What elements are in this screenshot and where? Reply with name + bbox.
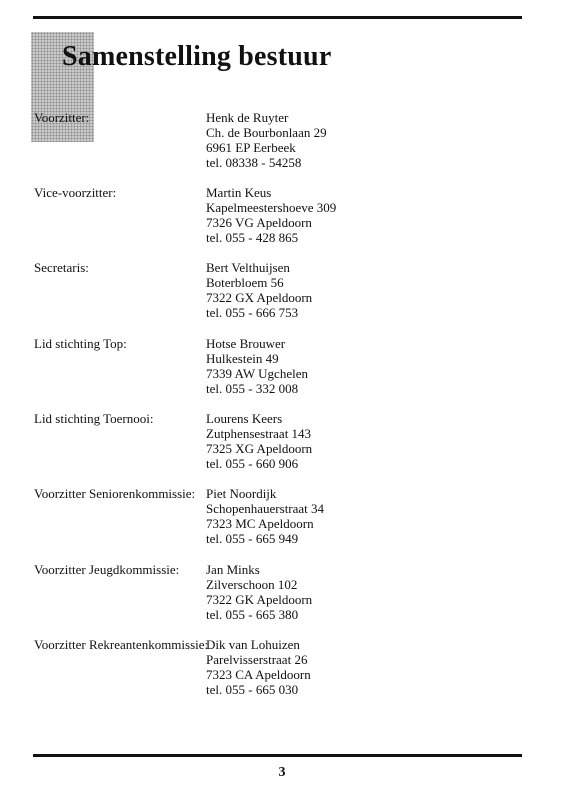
- member-phone: tel. 055 - 666 753: [206, 305, 299, 320]
- member-phone: tel. 055 - 428 865: [206, 230, 299, 245]
- member-name: Dik van Lohuizen: [206, 637, 300, 652]
- member-name: Henk de Ruyter: [206, 110, 289, 125]
- member-street: Hulkestein 49: [206, 351, 279, 366]
- contact-details: [206, 110, 327, 170]
- member-street: Parelvisserstraat 26: [206, 652, 308, 667]
- member-city: 7339 AW Ugchelen: [206, 366, 308, 381]
- member-city: 7325 XG Apeldoorn: [206, 441, 313, 456]
- member-city: 7323 MC Apeldoorn: [206, 516, 314, 531]
- member-street: Schopenhauerstraat 34: [206, 501, 325, 516]
- member-phone: tel. 055 - 665 030: [206, 682, 299, 697]
- member-name: Lourens Keers: [206, 411, 283, 426]
- contact-details: [206, 260, 312, 320]
- bottom-rule: [33, 754, 522, 757]
- contact-details: [206, 562, 312, 622]
- member-phone: tel. 055 - 665 949: [206, 531, 299, 546]
- member-name: Piet Noordijk: [206, 486, 277, 501]
- top-rule: [33, 16, 522, 19]
- contact-details: [206, 336, 308, 396]
- member-city: 7326 VG Apeldoorn: [206, 215, 312, 230]
- member-city: 7323 CA Apeldoorn: [206, 667, 311, 682]
- contact-details: [206, 486, 324, 546]
- member-street: Zutphensestraat 143: [206, 426, 312, 441]
- role-label: Secretaris:: [34, 260, 89, 275]
- role-label: Vice-voorzitter:: [34, 185, 117, 200]
- role-label: Voorzitter Rekreantenkommissie:: [34, 637, 209, 652]
- role-label: Voorzitter:: [34, 110, 90, 125]
- contact-details: [206, 411, 312, 471]
- member-phone: tel. 055 - 665 380: [206, 607, 299, 622]
- member-street: Boterbloem 56: [206, 275, 284, 290]
- member-phone: tel. 08338 - 54258: [206, 155, 302, 170]
- member-name: Jan Minks: [206, 562, 260, 577]
- member-city: 7322 GK Apeldoorn: [206, 592, 313, 607]
- member-city: 6961 EP Eerbeek: [206, 140, 296, 155]
- role-label: Lid stichting Top:: [34, 336, 127, 351]
- member-street: Ch. de Bourbonlaan 29: [206, 125, 327, 140]
- member-name: Hotse Brouwer: [206, 336, 286, 351]
- role-label: Lid stichting Toernooi:: [34, 411, 154, 426]
- member-phone: tel. 055 - 660 906: [206, 456, 299, 471]
- member-name: Martin Keus: [206, 185, 272, 200]
- member-street: Kapelmeestershoeve 309: [206, 200, 337, 215]
- member-street: Zilverschoon 102: [206, 577, 298, 592]
- page-number: 3: [278, 765, 286, 780]
- member-phone: tel. 055 - 332 008: [206, 381, 299, 396]
- member-name: Bert Velthuijsen: [206, 260, 290, 275]
- member-city: 7322 GX Apeldoorn: [206, 290, 313, 305]
- page-title: Samenstelling bestuur: [62, 41, 332, 72]
- role-label: Voorzitter Seniorenkommissie:: [34, 486, 196, 501]
- contact-details: [206, 185, 336, 245]
- role-label: Voorzitter Jeugdkommissie:: [34, 562, 180, 577]
- contact-details: [206, 637, 311, 697]
